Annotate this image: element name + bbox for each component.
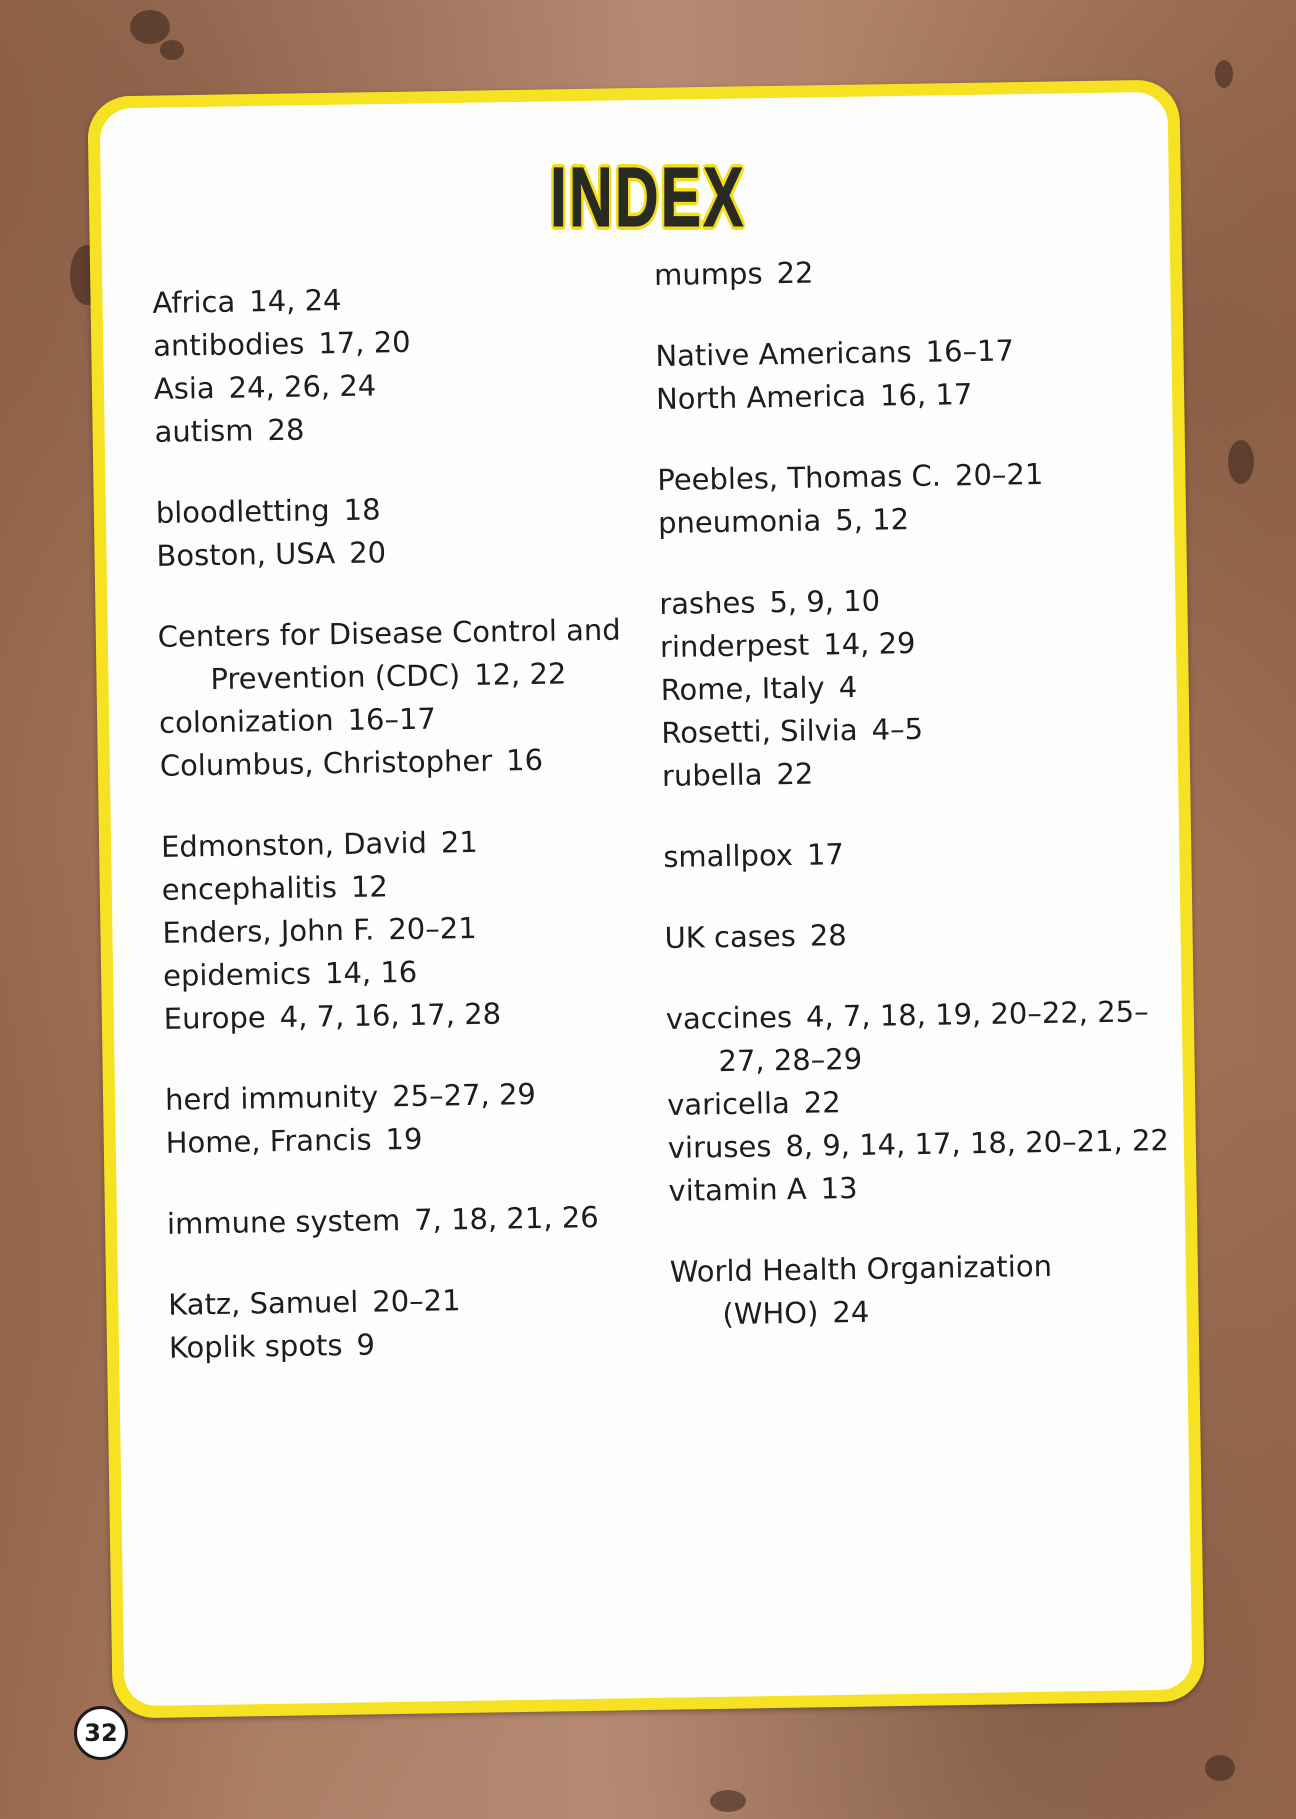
index-content (148, 254, 1170, 1460)
index-page-refs: 14, 29 (822, 625, 916, 662)
index-term: Peebles, Thomas C. (657, 458, 942, 498)
index-letter-group (161, 818, 664, 1041)
index-term: rubella (661, 757, 763, 793)
background-stain (710, 1790, 746, 1812)
index-page-refs: 8, 9, 14, 17, 18, 20–21, 22 (785, 1123, 1170, 1164)
index-letter-group (669, 1243, 1170, 1337)
index-page-refs: 20 (348, 535, 387, 570)
index-page-refs: 28 (267, 412, 305, 448)
index-term: rashes (659, 585, 756, 622)
background-stain (130, 10, 170, 44)
index-entry (163, 990, 664, 1041)
index-term: viruses (667, 1129, 772, 1165)
index-term: World Health Organization (WHO) (669, 1248, 1053, 1332)
index-letter-group (152, 274, 655, 454)
index-entry (167, 1195, 668, 1246)
index-right-column (654, 246, 1172, 1375)
index-term: Boston, USA (156, 536, 336, 573)
index-entry (169, 1319, 670, 1370)
index-page-refs: 20–21 (371, 1283, 461, 1319)
index-page-refs: 9 (356, 1327, 376, 1362)
index-page-refs: 17, 20 (318, 324, 411, 361)
index-letter-group (167, 1195, 668, 1246)
index-term: vaccines (665, 999, 793, 1036)
index-letter-group (665, 990, 1168, 1213)
index-page-refs: 22 (803, 1085, 841, 1120)
index-term: UK cases (664, 918, 797, 955)
index-entry (165, 1114, 666, 1165)
index-term: mumps (653, 256, 763, 293)
index-letter-group (654, 246, 1155, 297)
index-page-refs: 14, 24 (248, 282, 342, 319)
index-entry (664, 909, 1165, 960)
index-page-refs: 19 (385, 1121, 423, 1157)
index-entry (654, 246, 1155, 297)
index-term: Rome, Italy (660, 670, 825, 707)
background-stain (160, 40, 184, 60)
index-entry (669, 1244, 1122, 1337)
index-page-refs: 7, 18, 21, 26 (413, 1200, 599, 1237)
index-page-refs: 16–17 (347, 701, 437, 737)
index-page-refs: 28 (809, 918, 847, 953)
index-term: Rosetti, Silvia (661, 712, 858, 750)
index-term: Edmonston, David (160, 825, 428, 864)
index-entry (656, 370, 1157, 421)
page-number-badge: 32 (74, 1706, 128, 1760)
index-page-refs: 22 (776, 756, 814, 792)
index-left-column (152, 274, 670, 1408)
index-term: bloodletting (155, 493, 330, 530)
index-letter-group (155, 484, 656, 578)
index-term: Columbus, Christopher (159, 743, 493, 783)
index-letter-group (168, 1276, 669, 1370)
index-page-refs: 13 (820, 1170, 858, 1206)
index-term: vitamin A (668, 1171, 807, 1208)
index-page-refs: 16–17 (925, 333, 1015, 369)
index-letter-group (165, 1071, 666, 1165)
index-term: varicella (666, 1086, 791, 1122)
index-page-refs: 5, 9, 10 (769, 583, 881, 620)
index-term: rinderpest (659, 627, 810, 665)
index-entry (663, 828, 1164, 879)
index-term: pneumonia (657, 503, 822, 541)
index-term: Europe (163, 1000, 267, 1036)
index-entry (154, 403, 655, 454)
page-title (0, 150, 1296, 244)
index-page-refs: 25–27, 29 (391, 1077, 537, 1114)
index-page-refs: 24 (832, 1294, 870, 1330)
index-term: autism (154, 413, 254, 449)
index-letter-group (657, 451, 1158, 545)
index-entry (665, 990, 1158, 1084)
index-term: Asia (153, 370, 215, 406)
index-term: herd immunity (164, 1079, 379, 1117)
index-entry (658, 494, 1159, 545)
index-page-refs: 4, 7, 18, 19, 20–22, 25–27, 28–29 (718, 994, 1149, 1079)
index-letter-group (659, 575, 1162, 798)
background-stain (1205, 1755, 1235, 1781)
index-page-refs: 14, 16 (324, 954, 418, 991)
index-page-refs: 22 (776, 255, 814, 291)
index-entry (159, 737, 660, 788)
index-term: Katz, Samuel (167, 1284, 359, 1322)
index-term: colonization (158, 703, 334, 740)
index-heading: INDEX (550, 150, 746, 244)
index-page-refs: 4–5 (871, 711, 924, 747)
index-page-refs: 12, 22 (473, 656, 567, 692)
index-entry (668, 1162, 1169, 1213)
index-page-refs: 12 (350, 869, 389, 904)
background-stain (1215, 60, 1233, 88)
index-page-refs: 4 (838, 669, 858, 705)
index-term: Centers for Disease Control and Prevention (CDC) (157, 612, 621, 697)
index-letter-group (655, 327, 1156, 421)
index-term: immune system (166, 1203, 401, 1241)
index-page-refs: 18 (343, 492, 381, 527)
index-term: Native Americans (655, 335, 912, 374)
index-page-refs: 20–21 (388, 910, 477, 947)
index-page-refs: 24, 26, 24 (228, 368, 377, 405)
index-term: epidemics (162, 956, 312, 993)
index-letter-group (663, 828, 1164, 879)
index-letter-group (664, 909, 1165, 960)
index-term: smallpox (663, 837, 794, 874)
index-term: Africa (152, 284, 236, 320)
index-page-refs: 5, 12 (834, 502, 910, 538)
index-page-refs: 20–21 (954, 456, 1044, 493)
index-entry (668, 1119, 1191, 1170)
index-term: Home, Francis (165, 1122, 372, 1160)
index-page-refs: 4, 7, 16, 17, 28 (279, 996, 502, 1035)
index-entry (156, 527, 657, 578)
index-term: Koplik spots (168, 1328, 343, 1365)
index-term: North America (655, 378, 867, 417)
index-entry (157, 608, 640, 702)
index-page-refs: 16 (505, 742, 544, 778)
index-page-refs: 17 (806, 837, 845, 872)
index-term: Enders, John F. (162, 912, 375, 950)
index-term: antibodies (152, 326, 305, 363)
index-letter-group (157, 608, 660, 788)
index-page-refs: 21 (440, 824, 479, 860)
index-term: encephalitis (161, 870, 338, 907)
index-page-refs: 16, 17 (879, 377, 973, 413)
background-stain (1228, 440, 1254, 484)
index-entry (662, 747, 1163, 798)
